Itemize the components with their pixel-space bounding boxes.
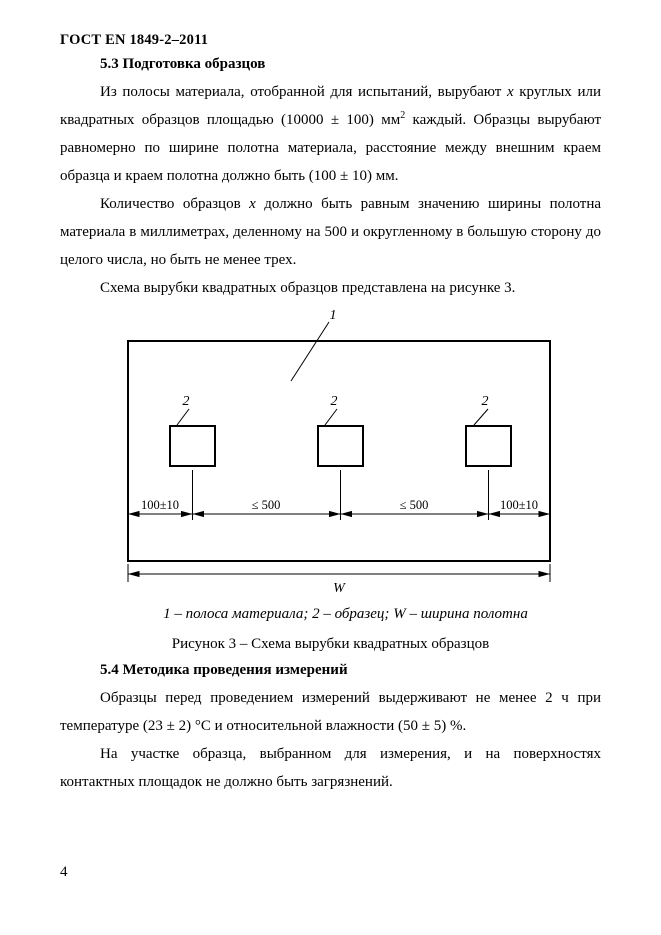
sample-square [170, 426, 215, 466]
callout-1-label: 1 [329, 308, 337, 323]
legend-key-1: 1 [163, 606, 171, 622]
callout-2-leader [177, 409, 189, 425]
material-strip [128, 341, 550, 561]
paragraph-1 [60, 78, 601, 190]
text-run: Количество образцов [100, 196, 250, 212]
figure-caption: Рисунок 3 – Схема вырубки квадратных образцов [171, 636, 490, 652]
paragraph-3: Схема вырубки квадратных образцов представлена на рисунке 3. [100, 280, 516, 296]
text-run: Из полосы материала, отобранной для испытаний, вырубают [100, 84, 507, 100]
superscript-2: 2 [400, 110, 406, 121]
text-run: круглых или квадратных образцов площадью (10000 ± 100) мм [60, 84, 601, 128]
figure-3-drawing [60, 304, 601, 594]
section-5-3-title: 5.3 Подготовка образцов [100, 56, 266, 72]
sample-square [318, 426, 363, 466]
dim-500-right-label: ≤ 500 [399, 498, 429, 512]
variable-x: x [506, 84, 514, 100]
section-5-4-title: 5.4 Методика проведения измерений [100, 662, 348, 678]
text-run: должно быть равным значению ширины полотна материала в миллиметрах, деленному на 500 и округленному в большую сторону до целого числа, но быть не менее трех. [60, 196, 602, 268]
document-header: ГОСТ EN 1849-2–2011 [60, 32, 209, 48]
legend-key-w: W [393, 606, 406, 622]
dim-100-left-label: 100±10 [140, 498, 180, 512]
legend-text: – полоса материала; [170, 606, 313, 622]
callout-2-label: 2 [330, 394, 338, 409]
document-content [60, 30, 601, 796]
callout-1-leader [291, 322, 329, 381]
dim-500-left-label: ≤ 500 [251, 498, 281, 512]
figure-legend [60, 602, 601, 626]
variable-x: x [249, 196, 256, 212]
dim-100-right-label: 100±10 [499, 498, 539, 512]
callout-2-label: 2 [182, 394, 190, 409]
legend-text: – образец; [319, 606, 394, 622]
paragraph-2 [60, 190, 601, 274]
callout-2-leader [474, 409, 488, 425]
legend-text: – ширина полотна [405, 606, 528, 622]
sample-square [466, 426, 511, 466]
page-number: 4 [60, 864, 68, 880]
paragraph-4: Образцы перед проведением измерений выдерживают не менее 2 ч при температуре (23 ± 2) °С и относительной влажности (50 ± 5) %. [60, 690, 601, 734]
paragraph-5: На участке образца, выбранном для измерения, и на поверхностях контактных площадок не должно быть загрязнений. [60, 746, 601, 790]
callout-2-label: 2 [481, 394, 489, 409]
width-label: W [333, 581, 345, 594]
callout-2-leader [325, 409, 337, 425]
legend-key-2: 2 [312, 606, 320, 622]
text-run: каждый. Образцы вырубают равномерно по ширине полотна материала, расстояние между внешним краем образца и краем полотна должно быть (100 ± 10) мм. [60, 112, 602, 184]
